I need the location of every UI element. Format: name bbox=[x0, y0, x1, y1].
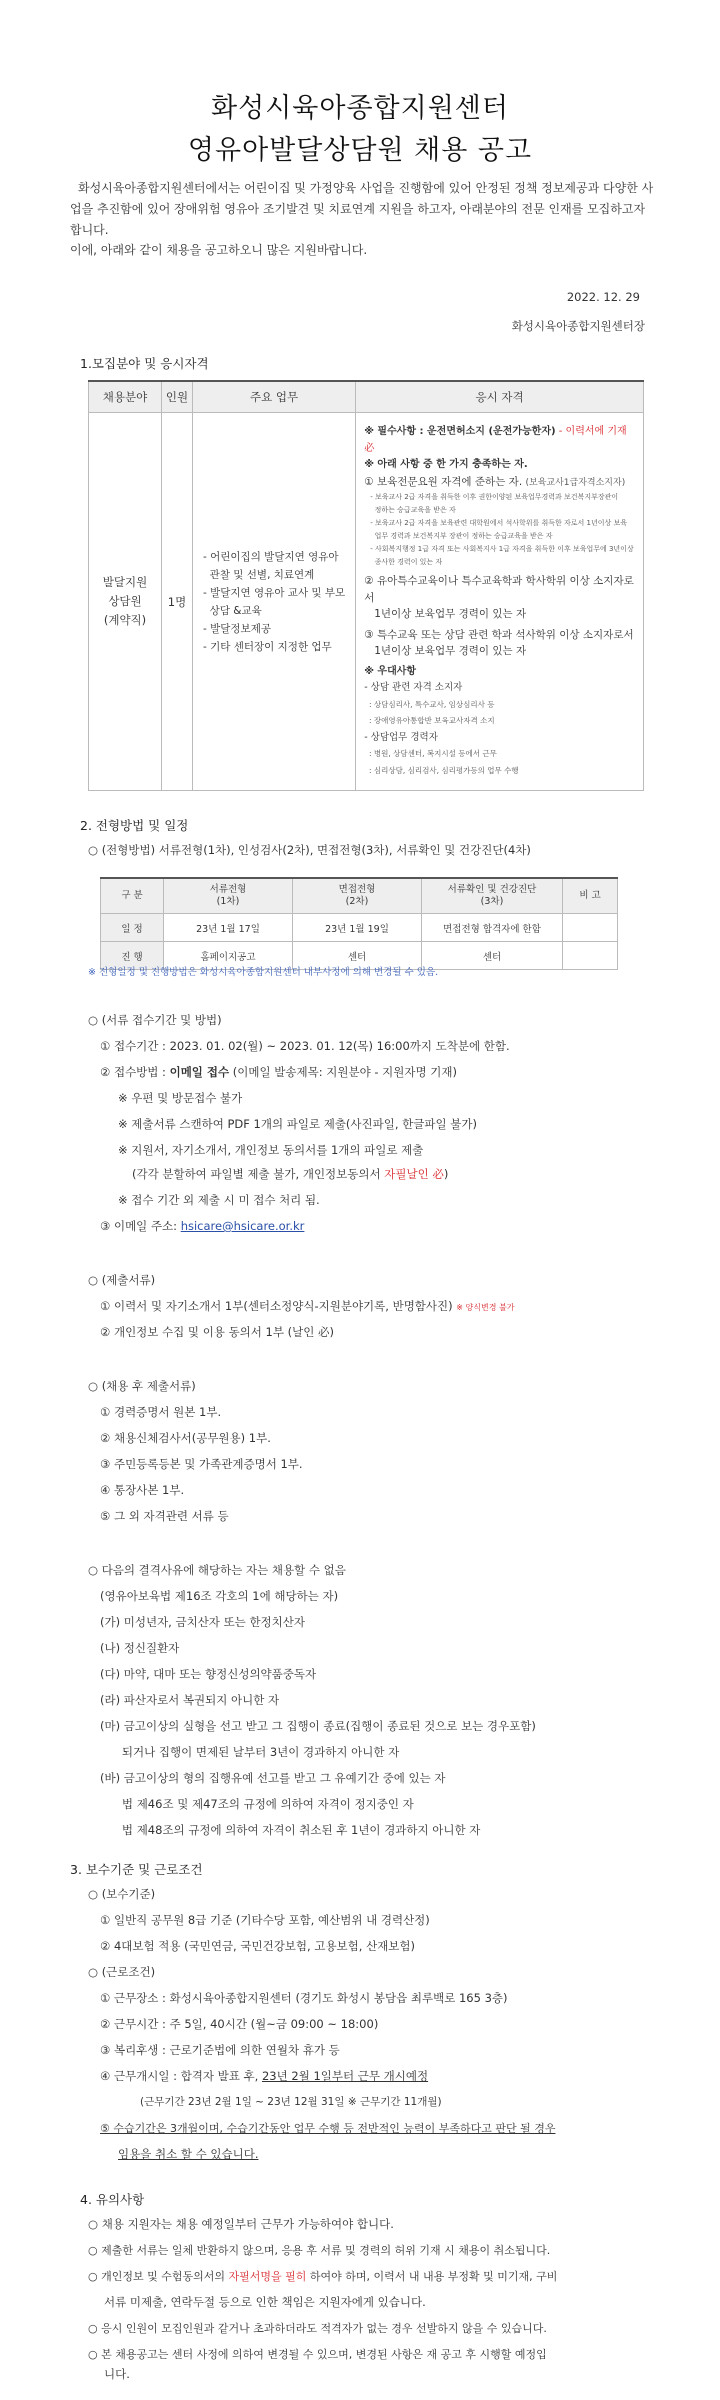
work-item: ② 근무시간 : 주 5일, 40시간 (월~금 09:00 ~ 18:00) bbox=[100, 2017, 379, 2031]
preference-item: : 상담심리사, 특수교사, 임상심리사 등 bbox=[364, 699, 495, 709]
preference-item: : 병원, 상담센터, 복지시설 등에서 근무 bbox=[364, 749, 497, 758]
preference-item: : 장애영유아통합반 보육교사자격 소지 bbox=[364, 716, 495, 725]
qual-1-note: - 사회복지행정 1급 자격 또는 사회복지사 1급 자격을 취득한 이후 보육업무에 3년이상 bbox=[370, 545, 634, 553]
intro-closing: 이에, 아래와 같이 채용을 공고하오니 많은 지원바랍니다. bbox=[70, 243, 368, 257]
section1-heading: 1.모집분야 및 응시자격 bbox=[80, 356, 209, 371]
after-hire-item: ⑤ 그 외 자격관련 서류 등 bbox=[100, 1509, 229, 1523]
duty-item: - 어린이집의 발달지연 영유아 bbox=[203, 550, 339, 563]
after-hire-item: ② 채용신체검사서(공무원용) 1부. bbox=[100, 1431, 271, 1445]
duty-item: - 발달정보제공 bbox=[203, 622, 271, 635]
receipt-method-detail: (이메일 발송제목: 지원분야 - 지원자명 기재) bbox=[229, 1065, 457, 1079]
duty-item: - 기타 센터장이 지정한 업무 bbox=[203, 640, 332, 653]
col-header-field: 채용분야 bbox=[89, 381, 162, 413]
disqualification-item: (라) 파산자로서 복권되지 아니한 자 bbox=[100, 1693, 280, 1707]
qual-3: ③ 특수교육 또는 상담 관련 학과 석사학위 이상 소지자로서 bbox=[364, 628, 634, 641]
qual-3-cont: 1년이상 보육업무 경력이 있는 자 bbox=[364, 645, 527, 657]
section4-heading: 4. 유의사항 bbox=[80, 2192, 145, 2207]
qual-2-cont: 1년이상 보육업무 경력이 있는 자 bbox=[364, 608, 527, 620]
qual-1-note: 업무 경력과 보건복지부 장관이 정하는 승급교육을 받은 자 bbox=[370, 532, 553, 540]
field-cell: 발달지원 상담원 (계약직) bbox=[89, 413, 162, 791]
required-item: ※ 필수사항 : 운전면허소지 (운전가능한자) bbox=[364, 426, 556, 437]
disqualification-item: 법 제46조 및 제47조의 규정에 의하여 자격이 정지중인 자 bbox=[100, 1797, 414, 1811]
schedule-note: ※ 전형일정 및 진행방법은 화성시육아종합지원센터 내부사정에 의해 변경될 수 있음. bbox=[88, 967, 439, 978]
schedule-row-label: 진 행 bbox=[101, 942, 164, 970]
count-cell: 1명 bbox=[162, 413, 193, 791]
disqualification-sub: (영유아보육법 제16조 각호의 1에 해당하는 자) bbox=[100, 1589, 339, 1603]
work-period: (근무기간 23년 2월 1일 ~ 23년 12월 31일 ※ 근무기간 11개월) bbox=[140, 2096, 442, 2108]
section3-heading: 3. 보수기준 및 근로조건 bbox=[70, 1862, 203, 1877]
disqualification-item: (다) 마약, 대마 또는 향정신성의약품중독자 bbox=[100, 1667, 317, 1681]
caution-item: ○ 제출한 서류는 일체 반환하지 않으며, 응용 후 서류 및 경력의 허위 기재 시 채용이 취소됩니다. bbox=[88, 2244, 551, 2257]
col-header-duties: 주요 업무 bbox=[193, 381, 356, 413]
duty-item: 상담 &교육 bbox=[203, 604, 262, 617]
selection-method-label: ○ (전형방법) bbox=[88, 843, 156, 857]
preference-item: - 상담업무 경력자 bbox=[364, 731, 438, 743]
schedule-cell: 23년 1월 19일 bbox=[293, 914, 422, 942]
receipt-note: ※ 접수 기간 외 제출 시 미 접수 처리 됨. bbox=[118, 1193, 320, 1207]
qual-1-sub: (보육교사1급자격소지자) bbox=[525, 477, 626, 488]
receipt-period: ① 접수기간 : 2023. 01. 02(월) ~ 2023. 01. 12(목) 16:00까지 도착분에 한함. bbox=[100, 1039, 510, 1053]
col-header-qualifications: 응시 자격 bbox=[356, 381, 644, 413]
schedule-header: 서류전형 (1차) bbox=[164, 878, 293, 914]
duties-cell bbox=[193, 413, 356, 791]
work-start bbox=[100, 2068, 428, 2084]
work-start-label: ④ 근무개시일 : 합격자 발표 후, bbox=[100, 2069, 262, 2083]
caution-item-signature bbox=[88, 2268, 557, 2284]
qualifications-cell bbox=[356, 413, 644, 791]
disqualification-item: (나) 정신질환자 bbox=[100, 1641, 180, 1655]
receipt-method bbox=[100, 1064, 457, 1080]
qual-1: ① 보육전문요원 자격에 준하는 자. bbox=[364, 475, 523, 488]
submit-item: ② 개인정보 수집 및 이용 동의서 1부 (날인 必) bbox=[100, 1325, 334, 1339]
receipt-method-email: 이메일 접수 bbox=[169, 1065, 230, 1079]
disqualification-item: (바) 금고이상의 형의 집행유예 선고를 받고 그 유예기간 중에 있는 자 bbox=[100, 1771, 446, 1785]
after-hire-item: ④ 통장사본 1부. bbox=[100, 1483, 185, 1497]
pay-label: ○ (보수기준) bbox=[88, 1887, 156, 1901]
work-item: ① 근무장소 : 화성시육아종합지원센터 (경기도 화성시 봉담읍 최루백로 165 3층) bbox=[100, 1991, 508, 2005]
schedule-table bbox=[100, 877, 618, 970]
selection-method bbox=[88, 842, 531, 858]
schedule-header: 비 고 bbox=[563, 878, 618, 914]
schedule-row-label: 일 정 bbox=[101, 914, 164, 942]
caution-item: ○ 채용 지원자는 채용 예정일부터 근무가 가능하여야 합니다. bbox=[88, 2217, 394, 2231]
submit-item bbox=[100, 1298, 514, 1314]
receipt-email-label: ③ 이메일 주소: bbox=[100, 1219, 181, 1233]
receipt-note: ※ 우편 및 방문접수 불가 bbox=[118, 1091, 243, 1105]
schedule-cell: 센터 bbox=[422, 942, 563, 970]
schedule-header: 서류확인 및 건강진단 (3차) bbox=[422, 878, 563, 914]
pay-item: ① 일반직 공무원 8급 기준 (기타수당 포함, 예산범위 내 경력산정) bbox=[100, 1913, 430, 1927]
receipt-email bbox=[100, 1218, 304, 1234]
pay-item: ② 4대보험 적용 (국민연금, 국민건강보험, 고용보험, 산재보험) bbox=[100, 1939, 416, 1953]
col-header-count: 인원 bbox=[162, 381, 193, 413]
receipt-paren-text: (각각 분할하여 파일별 제출 불가, 개인정보동의서 bbox=[132, 1167, 385, 1181]
probation-line2: 임용을 취소 할 수 있습니다. bbox=[118, 2147, 259, 2161]
probation-line1: ⑤ 수습기간은 3개월이며, 수습기간동안 업무 수행 등 전반적인 능력이 부족하다고 판단 될 경우 bbox=[100, 2122, 556, 2135]
schedule-cell: 면접전형 합격자에 한함 bbox=[422, 914, 563, 942]
selection-method-text: 서류전형(1차), 인성검사(2차), 면접전형(3차), 서류확인 및 건강진단(4차) bbox=[158, 843, 531, 857]
schedule-cell: 23년 1월 17일 bbox=[164, 914, 293, 942]
receipt-label: ○ (서류 접수기간 및 방법) bbox=[88, 1013, 222, 1027]
intro-paragraph: 화성시육아종합지원센터에서는 어린이집 및 가정양육 사업을 진행함에 있어 안정된 정책 정보제공과 다양한 사업을 추진함에 있어 장애위험 영유아 조기발견 및 치료연계 지원을 하고자, 아래분야의 전문 인재를 모집하고자 합니다. bbox=[70, 181, 654, 237]
after-hire-label: ○ (채용 후 제출서류) bbox=[88, 1379, 196, 1393]
receipt-paren-end: ) bbox=[443, 1167, 449, 1181]
notice-issuer: 화성시육아종합지원센터장 bbox=[511, 319, 645, 333]
receipt-note: ※ 지원서, 자기소개서, 개인정보 동의서를 1개의 파일로 제출 bbox=[118, 1143, 424, 1157]
preference-item: - 상담 관련 자격 소지자 bbox=[364, 682, 463, 693]
caution-item-cont: 니다. bbox=[104, 2367, 130, 2381]
submit-item-1-note: ※ 양식변경 불가 bbox=[456, 1303, 515, 1312]
disqualification-item: 법 제48조의 규정에 의하여 자격이 취소된 후 1년이 경과하지 아니한 자 bbox=[100, 1823, 481, 1837]
duty-item: 관찰 및 선별, 치료연계 bbox=[203, 568, 315, 581]
work-label: ○ (근로조건) bbox=[88, 1965, 156, 1979]
schedule-header: 구 분 bbox=[101, 878, 164, 914]
submit-item-1: ① 이력서 및 자기소개서 1부(센터소정양식-지원분야기록, 반명함사진) bbox=[100, 1299, 453, 1313]
one-of-label: ※ 아래 사항 중 한 가지 충족하는 자. bbox=[364, 459, 528, 470]
email-link[interactable]: hsicare@hsicare.or.kr bbox=[180, 1219, 305, 1233]
schedule-header: 면접전형 (2차) bbox=[293, 878, 422, 914]
qual-1-note: - 보육교사 2급 자격을 취득한 이후 권한이양된 보육업무경력과 보건복지부장관이 bbox=[370, 493, 619, 501]
receipt-paren bbox=[132, 1166, 448, 1182]
work-start-date: 23년 2월 1일부터 근무 개시예정 bbox=[261, 2069, 429, 2083]
schedule-cell bbox=[563, 914, 618, 942]
required-note: - 이력서에 기재 必 bbox=[364, 426, 627, 454]
disqualification-item: (마) 금고이상의 실형을 선고 받고 그 집행이 종료(집행이 종료된 것으로 보는 경우포함) bbox=[100, 1719, 536, 1733]
preference-item: : 심리상담, 심리검사, 심리평가등의 업무 수행 bbox=[364, 765, 519, 775]
after-hire-item: ③ 주민등록등본 및 가족관계증명서 1부. bbox=[100, 1457, 303, 1471]
recruitment-field-table bbox=[88, 380, 644, 791]
caution-item: ○ 응시 인원이 모집인원과 같거나 초과하더라도 적격자가 없는 경우 선발하지 않을 수 있습니다. bbox=[88, 2322, 547, 2335]
qual-1-note: - 보육교사 2급 자격을 보육관련 대학원에서 석사학위를 취득한 자로서 1년이상 보육 bbox=[370, 519, 628, 527]
notice-date: 2022. 12. 29 bbox=[566, 290, 640, 304]
page-title-line2: 영유아발달상담원 채용 공고 bbox=[187, 135, 533, 166]
disqualification-label: ○ 다음의 결격사유에 해당하는 자는 채용할 수 없음 bbox=[88, 1563, 346, 1577]
section2-heading: 2. 전형방법 및 일정 bbox=[80, 818, 189, 833]
receipt-method-prefix: ② 접수방법 : bbox=[100, 1065, 170, 1079]
disqualification-item: 되거나 집행이 면제된 날부터 3년이 경과하지 아니한 자 bbox=[100, 1745, 400, 1759]
after-hire-item: ① 경력증명서 원본 1부. bbox=[100, 1405, 222, 1419]
duty-item: - 발달지연 영유아 교사 및 부모 bbox=[203, 586, 346, 599]
qual-1-note: 종사한 경력이 있는 자 bbox=[370, 558, 443, 566]
schedule-cell bbox=[563, 942, 618, 970]
caution-3-red: 자필서명을 필히 bbox=[228, 2270, 307, 2283]
page-title-line1: 화성시육아종합지원센터 bbox=[211, 93, 509, 124]
caution-item-cont: 서류 미제출, 연락두절 등으로 인한 책임은 지원자에게 있습니다. bbox=[104, 2295, 426, 2309]
qual-1-note: 정하는 승급교육을 받은 자 bbox=[370, 506, 456, 514]
schedule-cell: 센터 bbox=[293, 942, 422, 970]
qual-2: ② 유아특수교육이나 특수교육학과 학사학위 이상 소지자로서 bbox=[364, 575, 634, 604]
caution-item: ○ 본 채용공고는 센터 사정에 의하여 변경될 수 있으며, 변경된 사항은 재 공고 후 시행할 예정입 bbox=[88, 2348, 547, 2361]
receipt-paren-red: 자필날인 必 bbox=[384, 1167, 444, 1181]
disqualification-item: (가) 미성년자, 금치산자 또는 한정치산자 bbox=[100, 1615, 305, 1629]
caution-3a: ○ 개인정보 및 수험동의서의 bbox=[88, 2270, 229, 2283]
work-item: ③ 복리후생 : 근로기준법에 의한 연월차 휴가 등 bbox=[100, 2043, 340, 2057]
schedule-cell: 홈페이지공고 bbox=[164, 942, 293, 970]
preference-label: ※ 우대사항 bbox=[364, 665, 417, 677]
submit-label: ○ (제출서류) bbox=[88, 1273, 156, 1287]
receipt-note: ※ 제출서류 스캔하여 PDF 1개의 파일로 제출(사진파일, 한글파일 불가) bbox=[118, 1117, 477, 1131]
caution-3c: 하여야 하며, 이력서 내 내용 부정확 및 미기재, 구비 bbox=[306, 2270, 558, 2283]
